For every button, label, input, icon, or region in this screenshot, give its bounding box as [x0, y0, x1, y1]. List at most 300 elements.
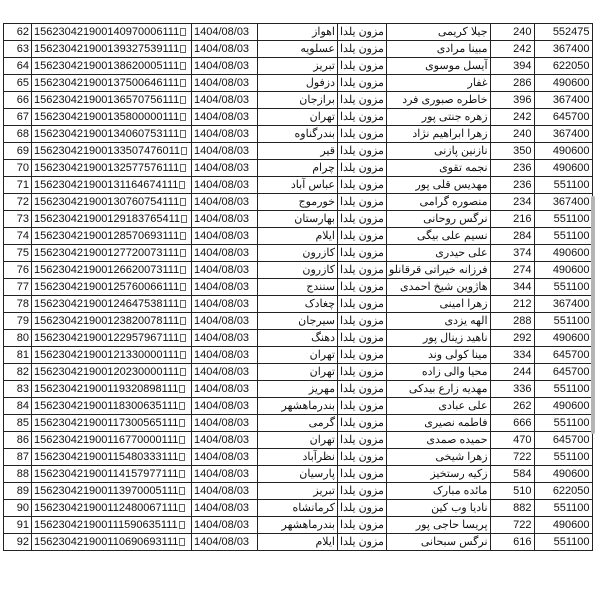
customer-name-cell: جیلا کریمی — [386, 24, 490, 41]
brand-cell: مزون یلدا — [338, 296, 387, 313]
city-cell: اهواز — [258, 24, 338, 41]
date-cell: 1404/08/03 — [192, 347, 258, 364]
brand-cell: مزون یلدا — [338, 211, 387, 228]
row-number-cell: 84 — [4, 398, 32, 415]
date-cell: 1404/08/03 — [192, 92, 258, 109]
price-cell: 551100 — [534, 228, 592, 245]
date-cell: 1404/08/03 — [192, 58, 258, 75]
tracking-id-cell: 156230421900136570756111 — [32, 92, 192, 109]
missing-glyph-box-icon — [180, 232, 186, 240]
table-row — [4, 381, 593, 398]
brand-cell: مزون یلدا — [338, 449, 387, 466]
customer-name-cell: هاژوین شیخ احمدی — [386, 279, 490, 296]
missing-glyph-box-icon — [179, 453, 185, 461]
date-cell: 1404/08/03 — [192, 262, 258, 279]
tracking-id-cell: 156230421900139327539111 — [32, 41, 192, 58]
tracking-id-cell: 156230421900124647538111 — [32, 296, 192, 313]
date-cell: 1404/08/03 — [192, 245, 258, 262]
date-cell: 1404/08/03 — [192, 381, 258, 398]
city-cell: نظرآباد — [258, 449, 338, 466]
price-cell: 490600 — [534, 466, 592, 483]
table-row — [4, 41, 593, 58]
city-cell: بندرماهشهر — [258, 517, 338, 534]
missing-glyph-box-icon — [180, 300, 186, 308]
table-row — [4, 432, 593, 449]
brand-cell: مزون یلدا — [338, 500, 387, 517]
customer-name-cell: نادیا وب کین — [386, 500, 490, 517]
brand-cell: مزون یلدا — [338, 92, 387, 109]
missing-glyph-box-icon — [180, 79, 186, 87]
missing-glyph-box-icon — [180, 28, 186, 36]
city-cell: عباس آباد — [258, 177, 338, 194]
city-cell: عسلویه — [258, 41, 338, 58]
code-cell: 262 — [490, 398, 534, 415]
table-row — [4, 194, 593, 211]
missing-glyph-box-icon — [179, 436, 185, 444]
brand-cell: مزون یلدا — [338, 228, 387, 245]
tracking-id-cell: 156230421900115480333111 — [32, 449, 192, 466]
date-cell: 1404/08/03 — [192, 313, 258, 330]
row-number-cell: 65 — [4, 75, 32, 92]
row-number-cell: 75 — [4, 245, 32, 262]
date-cell: 1404/08/03 — [192, 330, 258, 347]
tracking-id-cell: 156230421900133507476011 — [32, 143, 192, 160]
customer-name-cell: زهرا امینی — [386, 296, 490, 313]
city-cell: بندرماهشهر — [258, 398, 338, 415]
missing-glyph-box-icon — [180, 249, 186, 257]
row-number-cell: 78 — [4, 296, 32, 313]
tracking-id-cell: 156230421900129183765411 — [32, 211, 192, 228]
missing-glyph-box-icon — [179, 181, 185, 189]
price-cell: 551100 — [534, 279, 592, 296]
date-cell: 1404/08/03 — [192, 75, 258, 92]
price-cell: 551100 — [534, 177, 592, 194]
row-number-cell: 73 — [4, 211, 32, 228]
tracking-id-cell: 156230421900126620073111 — [32, 262, 192, 279]
customer-name-cell: الهه یزدی — [386, 313, 490, 330]
city-cell: تهران — [258, 347, 338, 364]
date-cell: 1404/08/03 — [192, 194, 258, 211]
code-cell: 236 — [490, 160, 534, 177]
tracking-id-cell: 156230421900130760754111 — [32, 194, 192, 211]
code-cell: 666 — [490, 415, 534, 432]
city-cell: کازرون — [258, 245, 338, 262]
customer-name-cell: فاطمه نصیری — [386, 415, 490, 432]
code-cell: 244 — [490, 364, 534, 381]
customer-name-cell: آیسل موسوی — [386, 58, 490, 75]
missing-glyph-box-icon — [180, 351, 186, 359]
city-cell: تهران — [258, 109, 338, 126]
date-cell: 1404/08/03 — [192, 449, 258, 466]
tracking-id-cell: 156230421900114157977111 — [32, 466, 192, 483]
date-cell: 1404/08/03 — [192, 160, 258, 177]
city-cell: بندرگناوه — [258, 126, 338, 143]
missing-glyph-box-icon — [180, 96, 186, 104]
row-number-cell: 76 — [4, 262, 32, 279]
table-row — [4, 364, 593, 381]
city-cell: سیرجان — [258, 313, 338, 330]
code-cell: 274 — [490, 262, 534, 279]
brand-cell: مزون یلدا — [338, 143, 387, 160]
price-cell: 551100 — [534, 313, 592, 330]
brand-cell: مزون یلدا — [338, 126, 387, 143]
tracking-id-cell: 156230421900117300565111 — [32, 415, 192, 432]
table-row — [4, 449, 593, 466]
city-cell: تهران — [258, 364, 338, 381]
code-cell: 334 — [490, 347, 534, 364]
date-cell: 1404/08/03 — [192, 228, 258, 245]
vertical-scrollbar[interactable] — [591, 196, 595, 434]
brand-cell: مزون یلدا — [338, 58, 387, 75]
brand-cell: مزون یلدا — [338, 483, 387, 500]
customer-name-cell: فرزانه خیراتی قرقانلو — [386, 262, 490, 279]
city-cell: تهران — [258, 432, 338, 449]
date-cell: 1404/08/03 — [192, 517, 258, 534]
missing-glyph-box-icon — [179, 470, 185, 478]
city-cell: ایلام — [258, 228, 338, 245]
table-row — [4, 330, 593, 347]
price-cell: 552475 — [534, 24, 592, 41]
customer-name-cell: مهدیه زارع بیدکی — [386, 381, 490, 398]
missing-glyph-box-icon — [180, 164, 186, 172]
table-row — [4, 517, 593, 534]
row-number-cell: 66 — [4, 92, 32, 109]
missing-glyph-box-icon — [179, 538, 185, 546]
tracking-id-cell: 156230421900127720073111 — [32, 245, 192, 262]
table-row — [4, 262, 593, 279]
row-number-cell: 88 — [4, 466, 32, 483]
price-cell: 551100 — [534, 415, 592, 432]
missing-glyph-box-icon — [179, 385, 185, 393]
date-cell: 1404/08/03 — [192, 364, 258, 381]
table-row — [4, 228, 593, 245]
customer-name-cell: زهره جنتی پور — [386, 109, 490, 126]
date-cell: 1404/08/03 — [192, 41, 258, 58]
table-row — [4, 534, 593, 551]
tracking-id-cell: 156230421900110690693111 — [32, 534, 192, 551]
missing-glyph-box-icon — [179, 419, 185, 427]
city-cell: چرام — [258, 160, 338, 177]
code-cell: 240 — [490, 24, 534, 41]
tracking-id-cell: 156230421900131164674111 — [32, 177, 192, 194]
price-cell: 490600 — [534, 262, 592, 279]
date-cell: 1404/08/03 — [192, 24, 258, 41]
date-cell: 1404/08/03 — [192, 500, 258, 517]
tracking-id-cell: 156230421900123820078111 — [32, 313, 192, 330]
customer-name-cell: علی حیدری — [386, 245, 490, 262]
tracking-id-cell: 156230421900125760066111 — [32, 279, 192, 296]
customer-name-cell: نازنین پازنی — [386, 143, 490, 160]
code-cell: 350 — [490, 143, 534, 160]
city-cell: چغادک — [258, 296, 338, 313]
tracking-id-cell: 156230421900116770000111 — [32, 432, 192, 449]
customer-name-cell: غفار — [386, 75, 490, 92]
city-cell: پارسیان — [258, 466, 338, 483]
table-row — [4, 279, 593, 296]
price-cell: 490600 — [534, 330, 592, 347]
code-cell: 510 — [490, 483, 534, 500]
customer-name-cell: نجمه تقوی — [386, 160, 490, 177]
price-cell: 622050 — [534, 58, 592, 75]
brand-cell: مزون یلدا — [338, 177, 387, 194]
customer-name-cell: نسیم علی بیگی — [386, 228, 490, 245]
row-number-cell: 85 — [4, 415, 32, 432]
price-cell: 551100 — [534, 381, 592, 398]
row-number-cell: 80 — [4, 330, 32, 347]
price-cell: 490600 — [534, 160, 592, 177]
brand-cell: مزون یلدا — [338, 415, 387, 432]
city-cell: قیر — [258, 143, 338, 160]
customer-name-cell: علی عبادی — [386, 398, 490, 415]
brand-cell: مزون یلدا — [338, 194, 387, 211]
row-number-cell: 71 — [4, 177, 32, 194]
tracking-id-cell: 156230421900134060753111 — [32, 126, 192, 143]
price-cell: 645700 — [534, 432, 592, 449]
row-number-cell: 82 — [4, 364, 32, 381]
price-cell: 490600 — [534, 75, 592, 92]
price-cell: 622050 — [534, 483, 592, 500]
row-number-cell: 72 — [4, 194, 32, 211]
table-row — [4, 75, 593, 92]
table-row — [4, 398, 593, 415]
tracking-id-cell: 156230421900122957967111 — [32, 330, 192, 347]
missing-glyph-box-icon — [180, 283, 186, 291]
customer-name-cell: مهدیس قلی پور — [386, 177, 490, 194]
customer-name-cell: حمیده صمدی — [386, 432, 490, 449]
orders-table — [3, 23, 593, 551]
price-cell: 367400 — [534, 126, 592, 143]
code-cell: 470 — [490, 432, 534, 449]
city-cell: سنندج — [258, 279, 338, 296]
price-cell: 490600 — [534, 517, 592, 534]
customer-name-cell: مائده مبارک — [386, 483, 490, 500]
tracking-id-cell: 156230421900137500646111 — [32, 75, 192, 92]
brand-cell: مزون یلدا — [338, 262, 387, 279]
table-row — [4, 347, 593, 364]
table-row — [4, 211, 593, 228]
table-row — [4, 500, 593, 517]
price-cell: 367400 — [534, 296, 592, 313]
code-cell: 584 — [490, 466, 534, 483]
customer-name-cell: مینا کولی وند — [386, 347, 490, 364]
brand-cell: مزون یلدا — [338, 381, 387, 398]
price-cell: 645700 — [534, 109, 592, 126]
price-cell: 490600 — [534, 398, 592, 415]
customer-name-cell: مبینا مرادی — [386, 41, 490, 58]
table-row — [4, 466, 593, 483]
missing-glyph-box-icon — [180, 198, 186, 206]
row-number-cell: 63 — [4, 41, 32, 58]
table-row — [4, 24, 593, 41]
brand-cell: مزون یلدا — [338, 517, 387, 534]
missing-glyph-box-icon — [180, 317, 186, 325]
brand-cell: مزون یلدا — [338, 330, 387, 347]
code-cell: 240 — [490, 126, 534, 143]
code-cell: 236 — [490, 177, 534, 194]
code-cell: 216 — [490, 211, 534, 228]
date-cell: 1404/08/03 — [192, 483, 258, 500]
code-cell: 882 — [490, 500, 534, 517]
tracking-id-cell: 156230421900113970005111 — [32, 483, 192, 500]
customer-name-cell: پریسا حاجی پور — [386, 517, 490, 534]
table-row — [4, 58, 593, 75]
code-cell: 374 — [490, 245, 534, 262]
code-cell: 344 — [490, 279, 534, 296]
orders-table-body — [4, 24, 593, 551]
date-cell: 1404/08/03 — [192, 398, 258, 415]
code-cell: 288 — [490, 313, 534, 330]
brand-cell: مزون یلدا — [338, 313, 387, 330]
missing-glyph-box-icon — [180, 45, 186, 53]
table-row — [4, 415, 593, 432]
date-cell: 1404/08/03 — [192, 432, 258, 449]
date-cell: 1404/08/03 — [192, 279, 258, 296]
code-cell: 394 — [490, 58, 534, 75]
missing-glyph-box-icon — [180, 368, 186, 376]
city-cell: مهریز — [258, 381, 338, 398]
missing-glyph-box-icon — [181, 215, 187, 223]
city-cell: تبریز — [258, 58, 338, 75]
missing-glyph-box-icon — [180, 62, 186, 70]
customer-name-cell: ناهید زینال پور — [386, 330, 490, 347]
code-cell: 286 — [490, 75, 534, 92]
missing-glyph-box-icon — [180, 130, 186, 138]
brand-cell: مزون یلدا — [338, 41, 387, 58]
brand-cell: مزون یلدا — [338, 347, 387, 364]
table-row — [4, 92, 593, 109]
missing-glyph-box-icon — [180, 334, 186, 342]
customer-name-cell: زکیه رستخیز — [386, 466, 490, 483]
row-number-cell: 86 — [4, 432, 32, 449]
date-cell: 1404/08/03 — [192, 296, 258, 313]
table-row — [4, 296, 593, 313]
code-cell: 242 — [490, 41, 534, 58]
tracking-id-cell: 156230421900120230000111 — [32, 364, 192, 381]
table-row — [4, 483, 593, 500]
tracking-id-cell: 156230421900140970006111 — [32, 24, 192, 41]
code-cell: 234 — [490, 194, 534, 211]
customer-name-cell: خاطره صبوری فرد — [386, 92, 490, 109]
price-cell: 645700 — [534, 347, 592, 364]
tracking-id-cell: 156230421900112480067111 — [32, 500, 192, 517]
price-cell: 645700 — [534, 364, 592, 381]
missing-glyph-box-icon — [180, 266, 186, 274]
row-number-cell: 79 — [4, 313, 32, 330]
tracking-id-cell: 156230421900132577576111 — [32, 160, 192, 177]
customer-name-cell: محیا والی زاده — [386, 364, 490, 381]
row-number-cell: 81 — [4, 347, 32, 364]
tracking-id-cell: 156230421900111590635111 — [32, 517, 192, 534]
date-cell: 1404/08/03 — [192, 109, 258, 126]
code-cell: 722 — [490, 517, 534, 534]
row-number-cell: 69 — [4, 143, 32, 160]
row-number-cell: 77 — [4, 279, 32, 296]
brand-cell: مزون یلدا — [338, 109, 387, 126]
tracking-id-cell: 156230421900119320898111 — [32, 381, 192, 398]
row-number-cell: 64 — [4, 58, 32, 75]
tracking-id-cell: 156230421900135800000111 — [32, 109, 192, 126]
city-cell: دزفول — [258, 75, 338, 92]
brand-cell: مزون یلدا — [338, 24, 387, 41]
code-cell: 616 — [490, 534, 534, 551]
city-cell: بهارستان — [258, 211, 338, 228]
tracking-id-cell: 156230421900121330000111 — [32, 347, 192, 364]
code-cell: 396 — [490, 92, 534, 109]
row-number-cell: 68 — [4, 126, 32, 143]
brand-cell: مزون یلدا — [338, 279, 387, 296]
city-cell: تبریز — [258, 483, 338, 500]
tracking-id-cell: 156230421900138620005111 — [32, 58, 192, 75]
brand-cell: مزون یلدا — [338, 398, 387, 415]
customer-name-cell: نرگس روحانی — [386, 211, 490, 228]
code-cell: 242 — [490, 109, 534, 126]
price-cell: 551100 — [534, 534, 592, 551]
customer-name-cell: منصوره گرامی — [386, 194, 490, 211]
table-row — [4, 245, 593, 262]
price-cell: 490600 — [534, 143, 592, 160]
missing-glyph-box-icon — [179, 402, 185, 410]
row-number-cell: 92 — [4, 534, 32, 551]
missing-glyph-box-icon — [179, 487, 185, 495]
price-cell: 490600 — [534, 245, 592, 262]
price-cell: 551100 — [534, 211, 592, 228]
customer-name-cell: نرگس سبحانی — [386, 534, 490, 551]
code-cell: 212 — [490, 296, 534, 313]
brand-cell: مزون یلدا — [338, 364, 387, 381]
price-cell: 367400 — [534, 92, 592, 109]
row-number-cell: 70 — [4, 160, 32, 177]
brand-cell: مزون یلدا — [338, 160, 387, 177]
tracking-id-cell: 156230421900128570693111 — [32, 228, 192, 245]
table-row — [4, 143, 593, 160]
date-cell: 1404/08/03 — [192, 466, 258, 483]
table-row — [4, 126, 593, 143]
city-cell: خورموج — [258, 194, 338, 211]
table-row — [4, 109, 593, 126]
price-cell: 367400 — [534, 41, 592, 58]
city-cell: دهنگ — [258, 330, 338, 347]
row-number-cell: 74 — [4, 228, 32, 245]
price-cell: 551100 — [534, 449, 592, 466]
customer-name-cell: زهرا ابراهیم نژاد — [386, 126, 490, 143]
table-row — [4, 160, 593, 177]
date-cell: 1404/08/03 — [192, 415, 258, 432]
city-cell: برازجان — [258, 92, 338, 109]
table-row — [4, 177, 593, 194]
brand-cell: مزون یلدا — [338, 245, 387, 262]
code-cell: 336 — [490, 381, 534, 398]
price-cell: 367400 — [534, 194, 592, 211]
code-cell: 292 — [490, 330, 534, 347]
date-cell: 1404/08/03 — [192, 534, 258, 551]
row-number-cell: 91 — [4, 517, 32, 534]
date-cell: 1404/08/03 — [192, 126, 258, 143]
date-cell: 1404/08/03 — [192, 143, 258, 160]
city-cell: گرمی — [258, 415, 338, 432]
row-number-cell: 67 — [4, 109, 32, 126]
row-number-cell: 90 — [4, 500, 32, 517]
brand-cell: مزون یلدا — [338, 432, 387, 449]
row-number-cell: 62 — [4, 24, 32, 41]
row-number-cell: 89 — [4, 483, 32, 500]
price-cell: 551100 — [534, 500, 592, 517]
table-row — [4, 313, 593, 330]
missing-glyph-box-icon — [179, 504, 185, 512]
date-cell: 1404/08/03 — [192, 177, 258, 194]
city-cell: کرمانشاه — [258, 500, 338, 517]
missing-glyph-box-icon — [179, 521, 185, 529]
city-cell: کازرون — [258, 262, 338, 279]
